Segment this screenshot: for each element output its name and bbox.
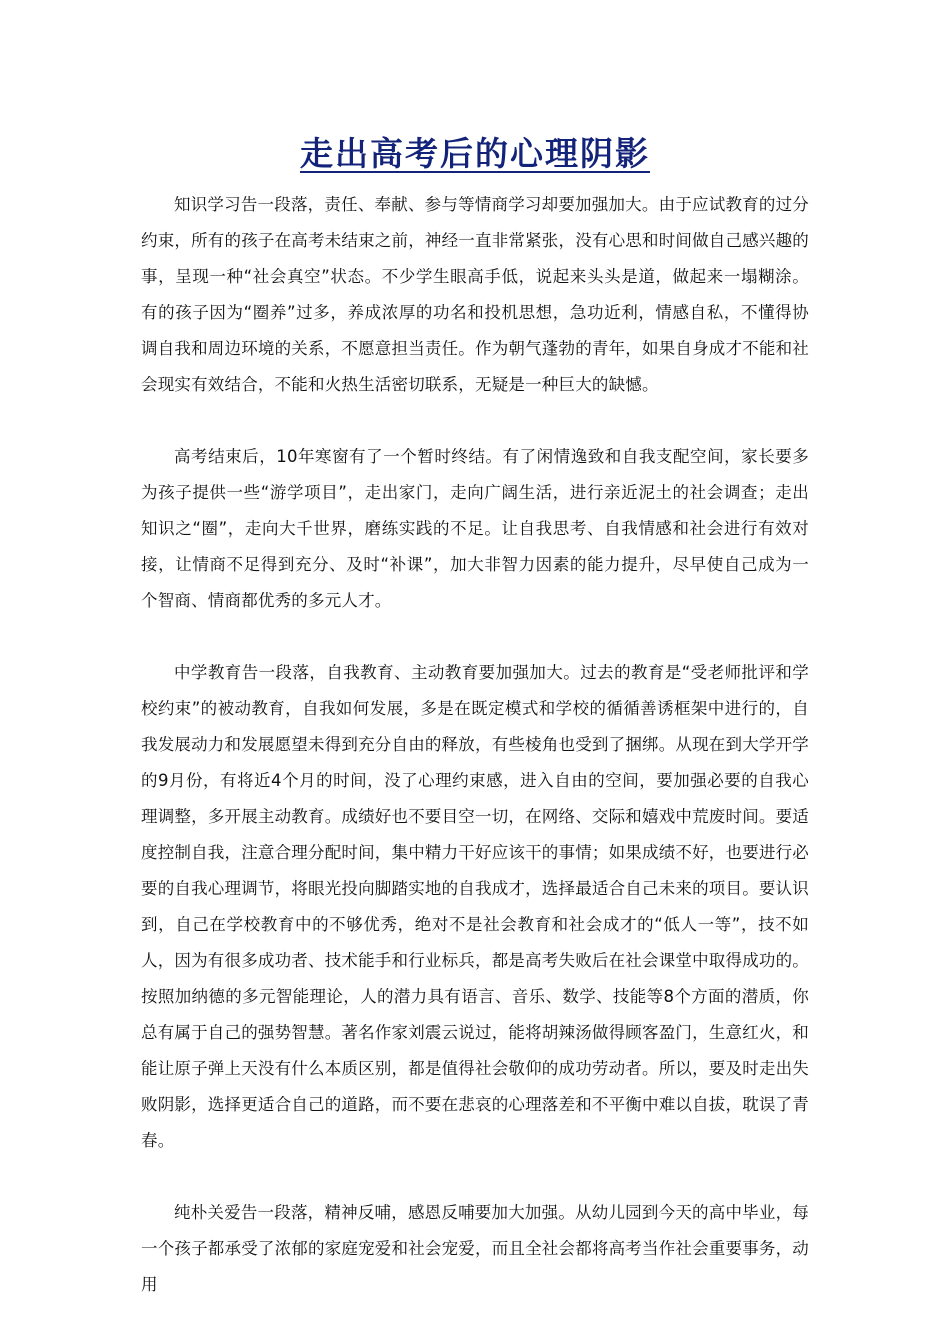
document-body [141, 187, 809, 1339]
paragraph-4: 纯朴关爱告一段落，精神反哺，感恩反哺要加大加强。从幼儿园到今天的高中毕业，每一个孩子都承受了浓郁的家庭宠爱和社会宠爱，而且全社会都将高考当作社会重要事务，动用 [141, 1203, 809, 1294]
document-title: 走出高考后的心理阴影 [300, 134, 650, 173]
paragraph-3: 中学教育告一段落，自我教育、主动教育要加强加大。过去的教育是“受老师批评和学校约束”的被动教育，自我如何发展，多是在既定模式和学校的循循善诱框架中进行的，自我发展动力和发展愿望未得到充分自由的释放，有些棱角也受到了捆绑。从现在到大学开学的9月份，有将近4个月的时间，没了心理约束感，进入自由的空间，要加强必要的自我心理调整，多开展主动教育。成绩好也不要目空一切，在网络、交际和嬉戏中荒废时间。要适度控制自我，注意合理分配时间，集中精力干好应该干的事情；如果成绩不好，也要进行必要的自我心理调节，将眼光投向脚踏实地的自我成才，选择最适合自己未来的项目。要认识到，自己在学校教育中的不够优秀，绝对不是社会教育和社会成才的“低人一等”，技不如人，因为有很多成功者、技术能手和行业标兵，都是高考失败后在社会课堂中取得成功的。按照加纳德的多元智能理论，人的潜力具有语言、音乐、数学、技能等8个方面的潜质，你总有属于自己的强势智慧。著名作家刘震云说过，能将胡辣汤做得顾客盈门，生意红火，和能让原子弹上天没有什么本质区别，都是值得社会敬仰的成功劳动者。所以，要及时走出失败阴影，选择更适合自己的道路，而不要在悲哀的心理落差和不平衡中难以自拔，耽误了青春。 [141, 663, 809, 1150]
paragraph-1: 知识学习告一段落，责任、奉献、参与等情商学习却要加强加大。由于应试教育的过分约束，所有的孩子在高考未结束之前，神经一直非常紧张，没有心思和时间做自己感兴趣的事，呈现一种“社会真空”状态。不少学生眼高手低，说起来头头是道，做起来一塌糊涂。有的孩子因为“圈养”过多，养成浓厚的功名和投机思想，急功近利，情感自私，不懂得协调自我和周边环境的关系，不愿意担当责任。作为朝气蓬勃的青年，如果自身成才不能和社会现实有效结合，不能和火热生活密切联系，无疑是一种巨大的缺憾。 [141, 195, 809, 394]
paragraph-2: 高考结束后，10年寒窗有了一个暂时终结。有了闲情逸致和自我支配空间，家长要多为孩子提供一些“游学项目”，走出家门，走向广阔生活，进行亲近泥土的社会调查；走出知识之“圈”，走向大千世界，磨练实践的不足。让自我思考、自我情感和社会进行有效对接，让情商不足得到充分、及时“补课”，加大非智力因素的能力提升，尽早使自己成为一个智商、情商都优秀的多元人才。 [141, 447, 809, 610]
